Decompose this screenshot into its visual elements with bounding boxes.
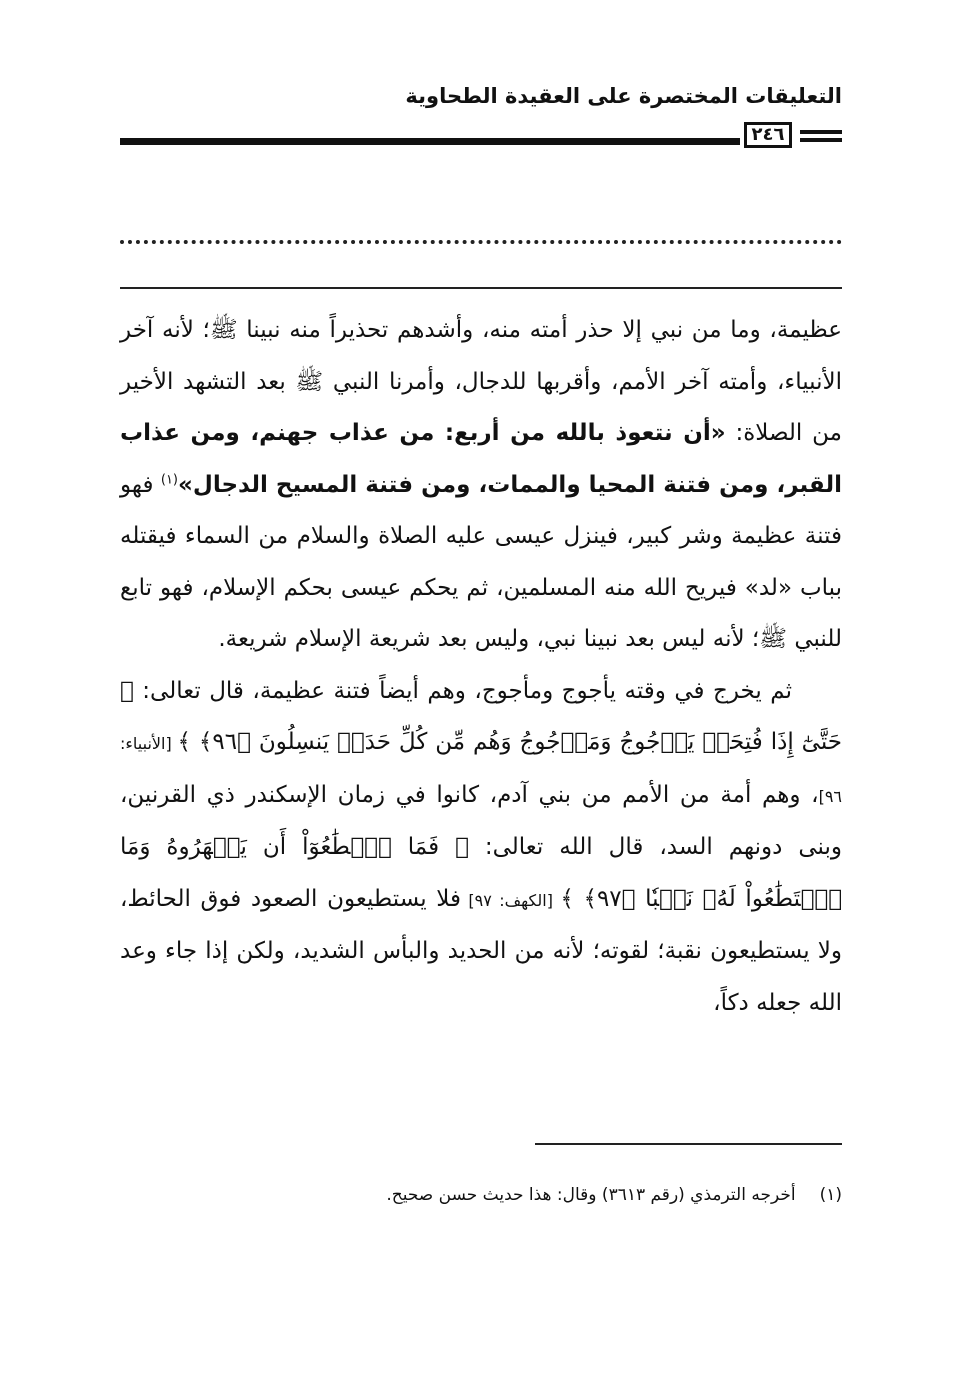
section-rule [120,287,842,289]
footnote-text: أخرجه الترمذي (رقم ٣٦١٣) وقال: هذا حديث حسن صحيح. [386,1185,796,1205]
dotted-separator [120,240,842,244]
header-rule [120,138,740,145]
quran-verse-anbiya: ﴿ حَتَّىٰٓ إِذَا فُتِحَتۡ يَأۡجُوجُ وَمَأۡجُوجُ وَهُم مِّن كُلِّ حَدَبٖ يَنسِلُونَ ﴿٩٦﴾ ﴾ [120,677,843,755]
paragraph-1-text-b: فهو فتنة عظيمة وشر كبير، فينزل عيسى عليه الصلاة والسلام من السماء فيقتله بباب «لد» فيريح الله منه المسلمين، ثم يحكم عيسى بحكم الإسلام، فهو تابع للنبي ﷺ؛ لأنه ليس بعد نبينا نبي، وليس بعد شريعة الإسلام شريعة. [120,471,842,652]
footnote-number: (١) [819,1185,842,1205]
footnote-marker: (١) [160,471,178,487]
paragraph-2-text-a: ثم يخرج في وقته يأجوج ومأجوج، وهم أيضاً فتنة عظيمة، قال تعالى: [133,677,792,704]
ornament-bar [800,138,842,142]
running-title: التعليقات المختصرة على العقيدة الطحاوية [405,84,842,108]
footnote [120,1185,842,1205]
footnote-rule [535,1143,842,1145]
paragraph-2 [120,666,842,1030]
paragraph-1 [120,305,842,666]
page-number: ٢٤٦ [744,122,792,148]
paragraph-2-text-c: فلا يستطيعون الصعود فوق الحائط، ولا يستطيعون نقبة؛ لقوته؛ لأنه من الحديد والبأس الشديد، ولكن إذا جاء وعد الله جعله دكاً، [120,885,842,1016]
header-ornament [800,130,842,146]
hadith-quote: «أن نتعوذ بالله من أربع: من عذاب جهنم، ومن عذاب القبر، ومن فتنة المحيا والممات، ومن فتنة المسيح الدجال» [120,420,842,498]
quran-verse-kahf: ﴿ فَمَا ٱسۡطَٰعُوٓاْ أَن يَظۡهَرُوهُ وَمَا ٱسۡتَطَٰعُواْ لَهُۥ نَقۡبٗا ﴿٩٧﴾ ﴾ [120,834,843,912]
main-text [120,305,842,1029]
paragraph-2-text-b: ، وهم أمة من الأمم من بني آدم، كانوا في زمان الإسكندر ذي القرنين، وبنى دونهم السد، قال الله تعالى: [120,781,843,860]
verse-reference-anbiya: [الأنبياء: ٩٦] [120,734,842,806]
verse-reference-kahf: [الكهف: ٩٧] [460,890,561,910]
ornament-bar [800,130,842,134]
paragraph-1-text-a: عظيمة، وما من نبي إلا حذر أمته منه، وأشدهم تحذيراً منه نبينا ﷺ؛ لأنه آخر الأنبياء، وأمته آخر الأمم، وأقربها للدجال، وأمرنا النبي ﷺ بعد التشهد الأخير من الصلاة: [120,317,842,446]
